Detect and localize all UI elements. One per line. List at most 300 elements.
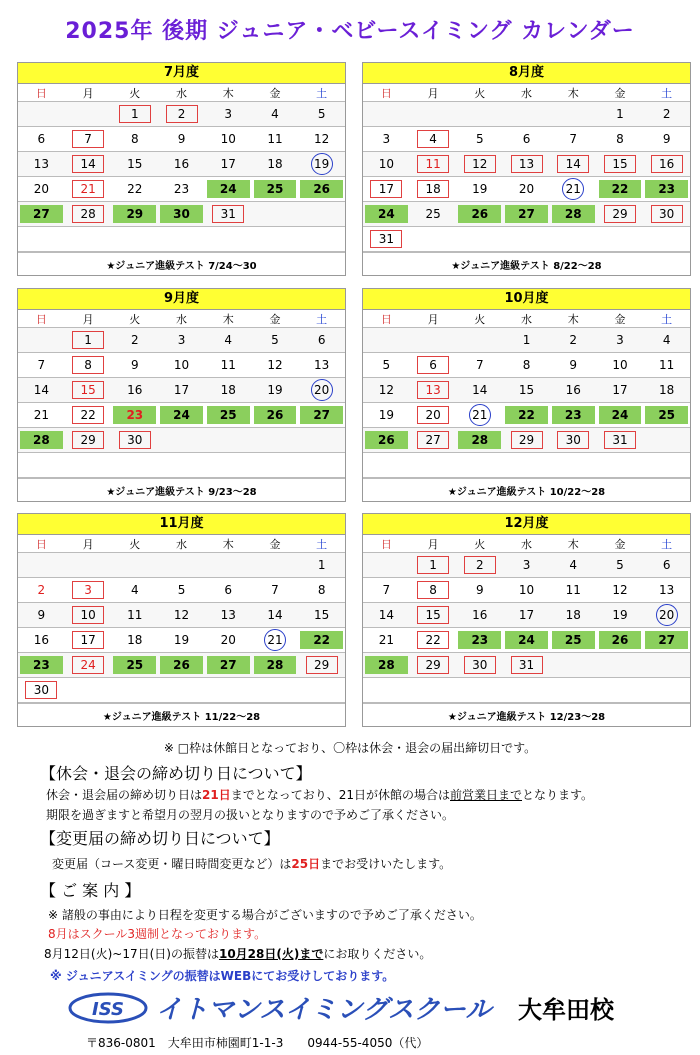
day-cell bbox=[410, 177, 457, 201]
test-day-highlight bbox=[458, 205, 501, 223]
day-cell bbox=[65, 152, 112, 176]
day-number: 17 bbox=[220, 157, 236, 171]
day-cell bbox=[456, 177, 503, 201]
day-cell bbox=[363, 328, 410, 352]
day-number: 18 bbox=[220, 383, 236, 397]
day-cell bbox=[252, 603, 299, 627]
day-number: 9 bbox=[130, 358, 139, 372]
week-row bbox=[363, 202, 690, 227]
day-cell bbox=[205, 127, 252, 151]
day-number: 14 bbox=[472, 383, 488, 397]
day-cell bbox=[18, 403, 65, 427]
day-cell bbox=[252, 678, 299, 702]
weekday-label: 日 bbox=[35, 537, 47, 551]
day-cell bbox=[111, 653, 158, 677]
day-number: 11 bbox=[565, 583, 581, 597]
month-calendar bbox=[362, 62, 691, 276]
day-number: 6 bbox=[37, 132, 46, 146]
day-number: 16 bbox=[173, 157, 190, 171]
month-title: 11月度 bbox=[18, 514, 345, 535]
day-cell bbox=[111, 227, 158, 251]
day-number: 12 bbox=[612, 583, 628, 597]
day-cell bbox=[363, 378, 410, 402]
day-cell bbox=[158, 152, 205, 176]
day-cell bbox=[65, 227, 112, 251]
test-day-highlight bbox=[207, 180, 250, 198]
day-cell bbox=[363, 177, 410, 201]
weekday-label: 金 bbox=[269, 537, 281, 551]
test-day-highlight bbox=[365, 431, 408, 449]
day-cell bbox=[456, 628, 503, 652]
closed-day: 30 bbox=[464, 656, 496, 674]
weekday-label: 火 bbox=[129, 537, 141, 551]
day-cell bbox=[643, 152, 690, 176]
day-cell bbox=[111, 202, 158, 226]
day-cell bbox=[410, 628, 457, 652]
test-day-highlight bbox=[505, 406, 548, 424]
weekday-label: 火 bbox=[129, 86, 141, 100]
day-cell bbox=[65, 177, 112, 201]
day-cell bbox=[550, 202, 597, 226]
test-day-highlight bbox=[599, 180, 642, 198]
closed-day: 11 bbox=[417, 155, 449, 173]
test-day: 23 bbox=[126, 408, 144, 422]
weekday-label: 水 bbox=[176, 537, 188, 551]
weekday-label: 金 bbox=[269, 312, 281, 326]
weekday-label: 日 bbox=[380, 86, 392, 100]
day-number: 13 bbox=[220, 608, 236, 622]
day-cell bbox=[503, 378, 550, 402]
day-cell bbox=[597, 177, 644, 201]
test-day: 28 bbox=[33, 433, 50, 447]
day-cell bbox=[410, 428, 457, 452]
day-number: 10 bbox=[220, 132, 236, 146]
day-cell bbox=[503, 227, 550, 251]
test-day-highlight bbox=[254, 406, 297, 424]
day-cell bbox=[503, 428, 550, 452]
closed-day: 14 bbox=[557, 155, 589, 173]
day-cell bbox=[252, 177, 299, 201]
weekday-label: 火 bbox=[474, 312, 486, 326]
day-number: 11 bbox=[267, 132, 283, 146]
deadline-day: 21 bbox=[562, 178, 584, 200]
week-row bbox=[363, 578, 690, 603]
day-number: 4 bbox=[662, 333, 671, 347]
test-day: 27 bbox=[219, 658, 237, 672]
test-day-highlight bbox=[254, 180, 297, 198]
day-number: 13 bbox=[33, 157, 49, 171]
closed-day: 17 bbox=[72, 631, 104, 649]
week-row bbox=[363, 102, 690, 127]
test-day: 26 bbox=[471, 207, 489, 221]
day-cell bbox=[252, 628, 299, 652]
day-number: 7 bbox=[569, 132, 578, 146]
weekday-label: 火 bbox=[129, 312, 141, 326]
week-row bbox=[363, 177, 690, 202]
day-number: 19 bbox=[378, 408, 394, 422]
closed-day: 2 bbox=[464, 556, 496, 574]
legend-note: ※ □枠は休館日となっており、〇枠は休会・退会の届出締切日です。 bbox=[163, 741, 537, 755]
day-cell bbox=[65, 428, 112, 452]
day-number: 17 bbox=[518, 608, 535, 622]
test-day-highlight bbox=[365, 205, 408, 223]
day-cell bbox=[410, 127, 457, 151]
test-day-highlight bbox=[458, 631, 501, 649]
day-cell bbox=[410, 227, 457, 251]
day-number: 9 bbox=[569, 358, 578, 372]
day-cell bbox=[205, 653, 252, 677]
closed-day: 30 bbox=[25, 681, 57, 699]
day-cell bbox=[18, 202, 65, 226]
day-cell bbox=[65, 378, 112, 402]
day-cell bbox=[65, 127, 112, 151]
day-number: 7 bbox=[37, 358, 46, 372]
month-title: 8月度 bbox=[363, 63, 690, 84]
closed-day: 30 bbox=[651, 205, 683, 223]
day-cell bbox=[158, 553, 205, 577]
withdraw-line-1: 休会・退会届の締め切り日は21日までとなっており、21日が休館の場合は前営業日までとなります。 bbox=[46, 788, 594, 802]
day-cell bbox=[65, 328, 112, 352]
weekday-label: 火 bbox=[474, 86, 486, 100]
day-cell bbox=[158, 653, 205, 677]
day-cell bbox=[298, 353, 345, 377]
day-cell bbox=[111, 403, 158, 427]
day-cell bbox=[550, 328, 597, 352]
day-cell bbox=[18, 378, 65, 402]
day-cell bbox=[597, 127, 644, 151]
closed-day: 28 bbox=[72, 205, 104, 223]
day-cell bbox=[363, 553, 410, 577]
day-cell bbox=[643, 378, 690, 402]
closed-day: 29 bbox=[72, 431, 104, 449]
test-day-highlight bbox=[300, 631, 343, 649]
day-number: 15 bbox=[314, 608, 330, 622]
day-cell bbox=[158, 102, 205, 126]
day-cell bbox=[550, 177, 597, 201]
day-cell bbox=[65, 403, 112, 427]
day-cell bbox=[65, 578, 112, 602]
day-cell bbox=[456, 378, 503, 402]
test-day: 27 bbox=[658, 633, 676, 647]
day-number: 6 bbox=[522, 132, 531, 146]
day-cell bbox=[456, 678, 503, 702]
weekday-row bbox=[363, 535, 690, 553]
day-cell bbox=[65, 353, 112, 377]
day-cell bbox=[18, 578, 65, 602]
day-number: 18 bbox=[565, 608, 581, 622]
day-cell bbox=[205, 428, 252, 452]
day-number: 4 bbox=[569, 558, 578, 572]
day-number: 8 bbox=[522, 358, 531, 372]
day-cell bbox=[205, 202, 252, 226]
withdraw-line-2: 期限を過ぎますと希望月の翌月の扱いとなりますので予めご了承ください。 bbox=[46, 808, 455, 822]
deadline-day: 20 bbox=[656, 604, 678, 626]
weekday-label: 日 bbox=[380, 312, 392, 326]
deadline-day: 21 bbox=[264, 629, 286, 651]
logo-mark-icon bbox=[68, 988, 638, 1028]
day-cell bbox=[298, 152, 345, 176]
month-calendar bbox=[362, 288, 691, 502]
week-row bbox=[363, 678, 690, 703]
day-cell bbox=[298, 227, 345, 251]
day-cell bbox=[18, 628, 65, 652]
day-cell bbox=[205, 328, 252, 352]
weekday-label: 月 bbox=[82, 537, 94, 551]
week-row bbox=[363, 553, 690, 578]
day-cell bbox=[456, 453, 503, 477]
week-row bbox=[18, 177, 345, 202]
day-cell bbox=[205, 553, 252, 577]
day-cell bbox=[503, 453, 550, 477]
weekday-label: 土 bbox=[316, 537, 328, 551]
day-cell bbox=[363, 653, 410, 677]
test-day: 22 bbox=[518, 408, 535, 422]
day-cell bbox=[456, 202, 503, 226]
day-number: 17 bbox=[612, 383, 628, 397]
day-number: 18 bbox=[127, 633, 143, 647]
day-number: 1 bbox=[616, 107, 624, 121]
week-row bbox=[18, 428, 345, 453]
day-cell bbox=[643, 653, 690, 677]
closed-day: 7 bbox=[72, 130, 104, 148]
day-cell bbox=[363, 102, 410, 126]
closed-day: 3 bbox=[72, 581, 104, 599]
day-cell bbox=[410, 553, 457, 577]
test-day: 27 bbox=[518, 207, 535, 221]
weekday-row bbox=[363, 310, 690, 328]
closed-day: 13 bbox=[417, 381, 449, 399]
day-cell bbox=[410, 578, 457, 602]
day-number: 22 bbox=[127, 182, 143, 196]
day-cell bbox=[503, 102, 550, 126]
test-day-highlight bbox=[20, 431, 63, 449]
closed-day: 10 bbox=[72, 606, 104, 624]
closed-day: 29 bbox=[604, 205, 636, 223]
test-day: 24 bbox=[219, 182, 237, 196]
weekday-label: 金 bbox=[614, 86, 626, 100]
day-number: 16 bbox=[33, 633, 49, 647]
test-day: 27 bbox=[313, 408, 331, 422]
day-cell bbox=[597, 202, 644, 226]
day-cell bbox=[410, 378, 457, 402]
day-cell bbox=[643, 428, 690, 452]
day-number: 13 bbox=[659, 583, 675, 597]
day-number: 5 bbox=[177, 583, 186, 597]
day-cell bbox=[252, 578, 299, 602]
month-title: 7月度 bbox=[18, 63, 345, 84]
test-day: 26 bbox=[378, 433, 395, 447]
day-cell bbox=[298, 678, 345, 702]
weekday-label: 土 bbox=[316, 312, 328, 326]
weekday-label: 金 bbox=[614, 537, 626, 551]
day-cell bbox=[643, 403, 690, 427]
test-day: 24 bbox=[611, 408, 629, 422]
day-cell bbox=[363, 353, 410, 377]
day-cell bbox=[111, 678, 158, 702]
day-cell bbox=[158, 378, 205, 402]
day-number: 14 bbox=[267, 608, 283, 622]
closed-day: 21 bbox=[72, 180, 104, 198]
day-cell bbox=[18, 152, 65, 176]
branch-name: 大牟田校 bbox=[518, 996, 614, 1024]
day-cell bbox=[298, 428, 345, 452]
test-day-highlight bbox=[20, 205, 63, 223]
day-cell bbox=[298, 378, 345, 402]
day-cell bbox=[18, 603, 65, 627]
test-day: 26 bbox=[313, 182, 331, 196]
week-row bbox=[18, 152, 345, 177]
guide-line-3: 8月12日(火)~17日(日)の振替は10月28日(火)までにお取りください。 bbox=[44, 947, 432, 961]
day-cell bbox=[158, 227, 205, 251]
month-title: 12月度 bbox=[363, 514, 690, 535]
day-cell bbox=[550, 127, 597, 151]
weekday-label: 月 bbox=[427, 86, 439, 100]
day-cell bbox=[597, 678, 644, 702]
day-cell bbox=[456, 653, 503, 677]
test-day-highlight bbox=[458, 431, 501, 449]
day-cell bbox=[410, 328, 457, 352]
week-row bbox=[363, 603, 690, 628]
day-number: 11 bbox=[127, 608, 143, 622]
day-cell bbox=[111, 353, 158, 377]
test-day-highlight bbox=[552, 406, 595, 424]
week-row bbox=[363, 653, 690, 678]
test-day-highlight bbox=[599, 631, 642, 649]
weekday-label: 金 bbox=[269, 86, 281, 100]
day-number: 12 bbox=[267, 358, 283, 372]
day-cell bbox=[205, 578, 252, 602]
day-cell bbox=[643, 603, 690, 627]
day-cell bbox=[643, 678, 690, 702]
day-number: 3 bbox=[224, 107, 233, 121]
footer-address: 〒836-0801 大牟田市柿園町1-1-3 0944-55-4050（代） bbox=[86, 1036, 429, 1050]
closed-day: 17 bbox=[370, 180, 402, 198]
weekday-label: 月 bbox=[82, 86, 94, 100]
day-cell bbox=[298, 553, 345, 577]
day-cell bbox=[550, 453, 597, 477]
weekday-label: 木 bbox=[567, 86, 579, 100]
day-cell bbox=[363, 453, 410, 477]
day-cell bbox=[252, 403, 299, 427]
test-day: 24 bbox=[378, 207, 395, 221]
day-number: 8 bbox=[130, 132, 139, 146]
day-cell bbox=[111, 127, 158, 151]
closed-day: 22 bbox=[417, 631, 449, 649]
day-cell bbox=[597, 653, 644, 677]
closed-day: 12 bbox=[464, 155, 496, 173]
day-cell bbox=[18, 102, 65, 126]
weekday-label: 水 bbox=[521, 86, 533, 100]
day-cell bbox=[503, 603, 550, 627]
day-cell bbox=[410, 603, 457, 627]
week-row bbox=[363, 453, 690, 478]
week-row bbox=[363, 378, 690, 403]
day-cell bbox=[643, 628, 690, 652]
weekday-label: 金 bbox=[614, 312, 626, 326]
test-note: ★ジュニア進級テスト 11/22～28 bbox=[18, 703, 345, 726]
day-cell bbox=[158, 353, 205, 377]
closed-day: 15 bbox=[72, 381, 104, 399]
test-day-highlight bbox=[160, 656, 203, 674]
day-number: 16 bbox=[565, 383, 581, 397]
test-day-highlight bbox=[505, 631, 548, 649]
day-cell bbox=[550, 353, 597, 377]
week-row bbox=[363, 428, 690, 453]
day-cell bbox=[363, 403, 410, 427]
day-cell bbox=[111, 378, 158, 402]
day-cell bbox=[597, 152, 644, 176]
test-day: 26 bbox=[266, 408, 284, 422]
test-day-highlight bbox=[113, 656, 156, 674]
week-row bbox=[18, 628, 345, 653]
day-number: 2 bbox=[130, 333, 139, 347]
week-row bbox=[18, 227, 345, 252]
day-cell bbox=[298, 453, 345, 477]
day-number: 12 bbox=[378, 383, 394, 397]
weekday-label: 土 bbox=[661, 86, 673, 100]
test-day-highlight bbox=[20, 656, 63, 674]
test-day-highlight bbox=[645, 631, 688, 649]
closed-day: 31 bbox=[604, 431, 636, 449]
day-number: 1 bbox=[317, 558, 326, 572]
day-cell bbox=[252, 453, 299, 477]
month-calendar bbox=[17, 288, 346, 502]
week-row bbox=[18, 553, 345, 578]
closed-day: 6 bbox=[417, 356, 449, 374]
closed-day: 13 bbox=[511, 155, 543, 173]
week-row bbox=[18, 202, 345, 227]
day-number: 15 bbox=[127, 157, 143, 171]
test-day: 23 bbox=[658, 182, 676, 196]
day-cell bbox=[597, 328, 644, 352]
day-cell bbox=[456, 102, 503, 126]
week-row bbox=[363, 227, 690, 252]
day-cell bbox=[18, 553, 65, 577]
weekday-label: 木 bbox=[222, 312, 234, 326]
day-number: 5 bbox=[382, 358, 391, 372]
week-row bbox=[363, 127, 690, 152]
day-cell bbox=[252, 102, 299, 126]
day-cell bbox=[65, 202, 112, 226]
week-row bbox=[18, 353, 345, 378]
day-cell bbox=[550, 378, 597, 402]
day-cell bbox=[643, 353, 690, 377]
day-number: 18 bbox=[267, 157, 283, 171]
day-number: 4 bbox=[130, 583, 139, 597]
guide-heading: 【 ご 案 内 】 bbox=[40, 881, 141, 900]
day-cell bbox=[456, 603, 503, 627]
day-cell bbox=[252, 227, 299, 251]
day-cell bbox=[298, 102, 345, 126]
page-title: 2025年 後期 ジュニア・ベビースイミング カレンダー bbox=[65, 19, 635, 44]
closed-day: 8 bbox=[417, 581, 449, 599]
day-cell bbox=[205, 227, 252, 251]
day-cell bbox=[503, 328, 550, 352]
day-cell bbox=[456, 152, 503, 176]
test-day: 25 bbox=[658, 408, 676, 422]
week-row bbox=[363, 403, 690, 428]
closed-day: 8 bbox=[72, 356, 104, 374]
test-day: 23 bbox=[471, 633, 489, 647]
day-cell bbox=[18, 127, 65, 151]
weekday-label: 木 bbox=[222, 537, 234, 551]
closed-day: 1 bbox=[417, 556, 449, 574]
day-cell bbox=[158, 628, 205, 652]
day-cell bbox=[18, 328, 65, 352]
test-day: 23 bbox=[564, 408, 582, 422]
closed-day: 31 bbox=[511, 656, 543, 674]
day-cell bbox=[550, 428, 597, 452]
